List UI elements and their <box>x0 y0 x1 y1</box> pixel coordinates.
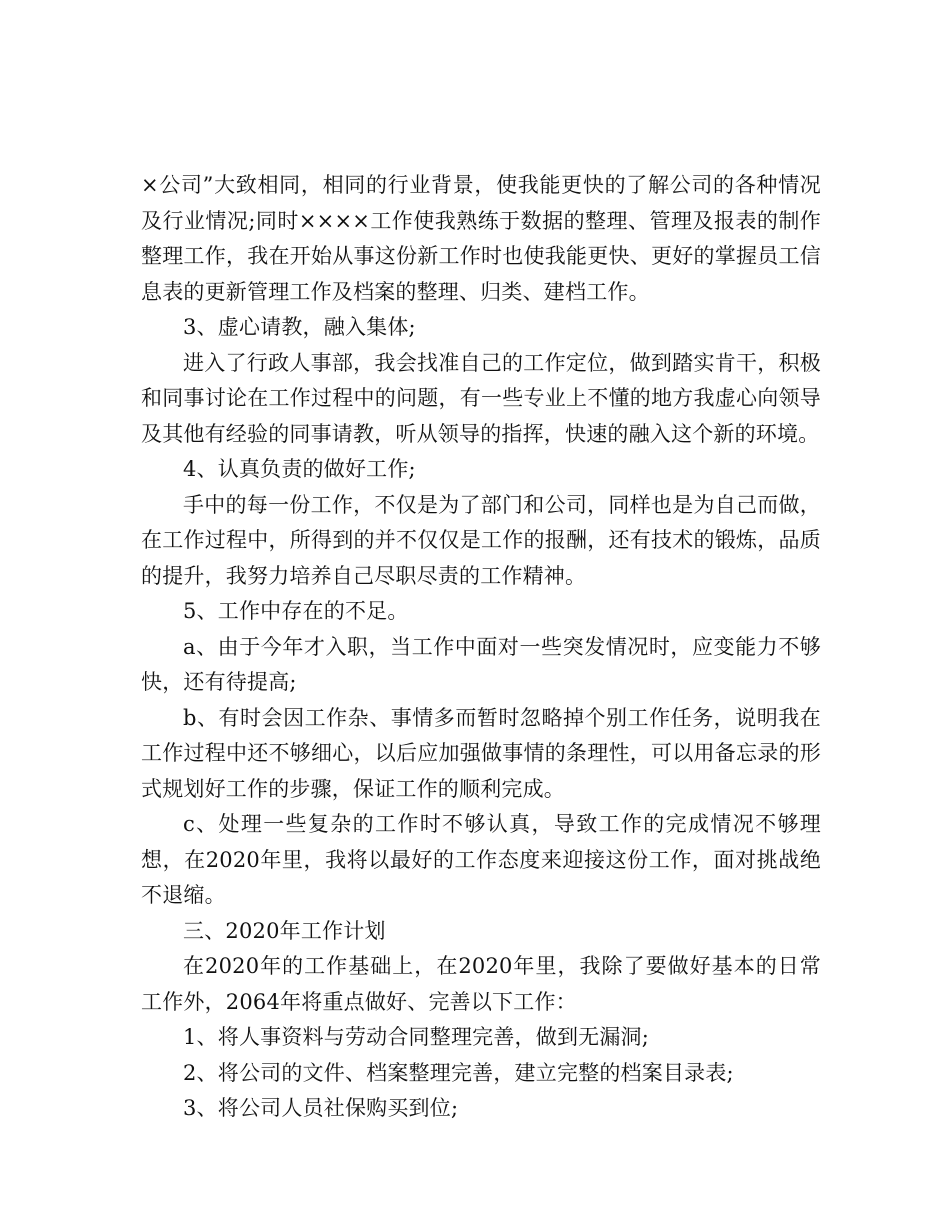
shortcoming-b: b、有时会因工作杂、事情多而暂时忽略掉个别工作任务，说明我在工作过程中还不够细心，以后应加强做事情的条理性，可以用备忘录的形式规划好工作的步骤，保证工作的顺利完成。 <box>141 705 821 801</box>
shortcoming-a: a、由于今年才入职，当工作中面对一些突发情况时，应变能力不够快，还有待提高; <box>141 634 821 694</box>
paragraph-continuation: ×公司”大致相同，相同的行业背景，使我能更快的了解公司的各种情况及行业情况;同时××××工作使我熟练于数据的整理、管理及报表的制作整理工作，我在开始从事这份新工作时也使我能更快、更好的掌握员工信息表的更新管理工作及档案的整理、归类、建档工作。 <box>141 173 821 304</box>
plan-intro: 在2020年的工作基础上，在2020年里，我除了要做好基本的日常工作外，2064年将重点做好、完善以下工作： <box>141 954 821 1014</box>
heading-item-4: 4、认真负责的做好工作; <box>183 457 416 481</box>
heading-item-5: 5、工作中存在的不足。 <box>183 599 409 623</box>
plan-item-2: 2、将公司的文件、档案整理完善，建立完整的档案目录表; <box>183 1060 734 1085</box>
paragraph-item-3: 进入了行政人事部，我会找准自己的工作定位，做到踏实肯干，积极和同事讨论在工作过程中的问题，有一些专业上不懂的地方我虚心向领导及其他有经验的同事请教，听从领导的指挥，快速的融入这个新的环境。 <box>141 350 821 446</box>
heading-item-3: 3、虚心请教，融入集体; <box>183 315 416 339</box>
plan-item-1: 1、将人事资料与劳动合同整理完善，做到无漏洞; <box>183 1025 650 1049</box>
section-heading-plan: 三、2020年工作计划 <box>183 918 386 943</box>
document-body <box>141 168 821 1127</box>
plan-item-3: 3、将公司人员社保购买到位; <box>183 1096 459 1120</box>
paragraph-item-4: 手中的每一份工作，不仅是为了部门和公司，同样也是为自己而做，在工作过程中，所得到的并不仅仅是工作的报酬，还有技术的锻炼，品质的提升，我努力培养自己尽职尽责的工作精神。 <box>141 492 821 588</box>
shortcoming-c: c、处理一些复杂的工作时不够认真，导致工作的完成情况不够理想，在2020年里，我将以最好的工作态度来迎接这份工作，面对挑战绝不退缩。 <box>141 812 821 907</box>
